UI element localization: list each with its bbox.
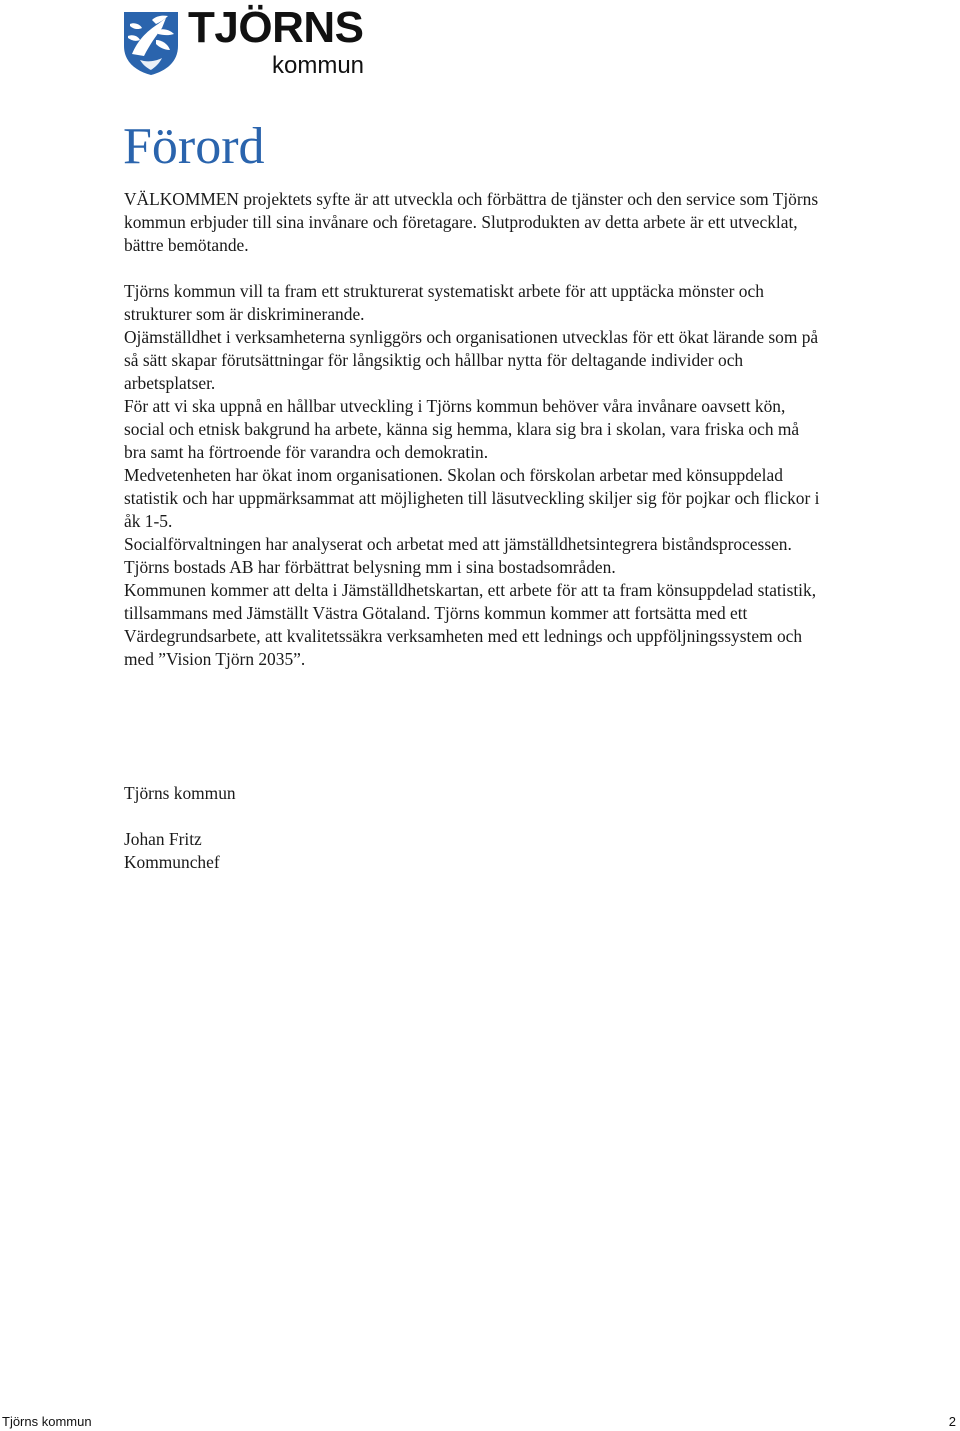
paragraph-housing: Tjörns bostads AB har förbättrat belysning mm i sina bostadsområden. — [124, 557, 616, 577]
paragraph-awareness: Medvetenheten har ökat inom organisationen. Skolan och förskolan arbetar med könsuppdelad statistik och har uppmärksammat att möjligheten till läsutveckling skiljer sig för pojkar och flickor i åk 1-5. — [124, 465, 820, 531]
paragraph-structure: Tjörns kommun vill ta fram ett strukturerat systematiskt arbete för att upptäcka mönster och strukturer som är diskriminerande. — [124, 281, 764, 324]
paragraph-social-services: Socialförvaltningen har analyserat och arbetat med att jämställdhetsintegrera biståndsprocessen. — [124, 534, 792, 554]
coat-of-arms-icon — [122, 10, 180, 76]
paragraph-inequality: Ojämställdhet i verksamheterna synliggörs och organisationen utvecklas för ett ökat lärande som på så sätt skapar förutsättningar för långsiktig och hållbar nytta för deltagande individer och arbetsplatser. — [124, 327, 819, 393]
signature-name: Johan Fritz — [124, 829, 202, 849]
page-title: Förord — [123, 118, 265, 175]
logo-name: TJÖRNS — [188, 3, 364, 52]
paragraph-intro: VÄLKOMMEN projektets syfte är att utveckla och förbättra de tjänster och den service som Tjörns kommun erbjuder till sina invånare och företagare. Slutprodukten av detta arbete är ett utvecklat, bättre bemötande. — [124, 189, 819, 255]
signature-organization: Tjörns kommun — [124, 783, 236, 803]
document-body — [124, 188, 824, 671]
footer-organization: Tjörns kommun — [2, 1414, 92, 1429]
signature-role: Kommunchef — [124, 852, 220, 872]
paragraph-equality-map: Kommunen kommer att delta i Jämställdhetskartan, ett arbete för att ta fram könsuppdelad statistik, tillsammans med Jämställt Västra Götaland. Tjörns kommun kommer att fortsätta med ett Värdegrundsarbete, att kvalitetssäkra verksamheten med ett lednings och uppföljningssystem och med ”Vision Tjörn 2035”. — [124, 580, 817, 669]
logo — [122, 3, 372, 79]
page-footer — [0, 1411, 960, 1431]
signature-block — [124, 782, 236, 874]
page-number: 2 — [948, 1414, 956, 1429]
logo-subtitle: kommun — [272, 52, 365, 79]
paragraph-sustainability: För att vi ska uppnå en hållbar utveckling i Tjörns kommun behöver våra invånare oavsett kön, social och etnisk bakgrund ha arbete, känna sig hemma, klara sig bra i skolan, vara friska och må bra samt ha förtroende för varandra och demokratin. — [124, 396, 800, 462]
